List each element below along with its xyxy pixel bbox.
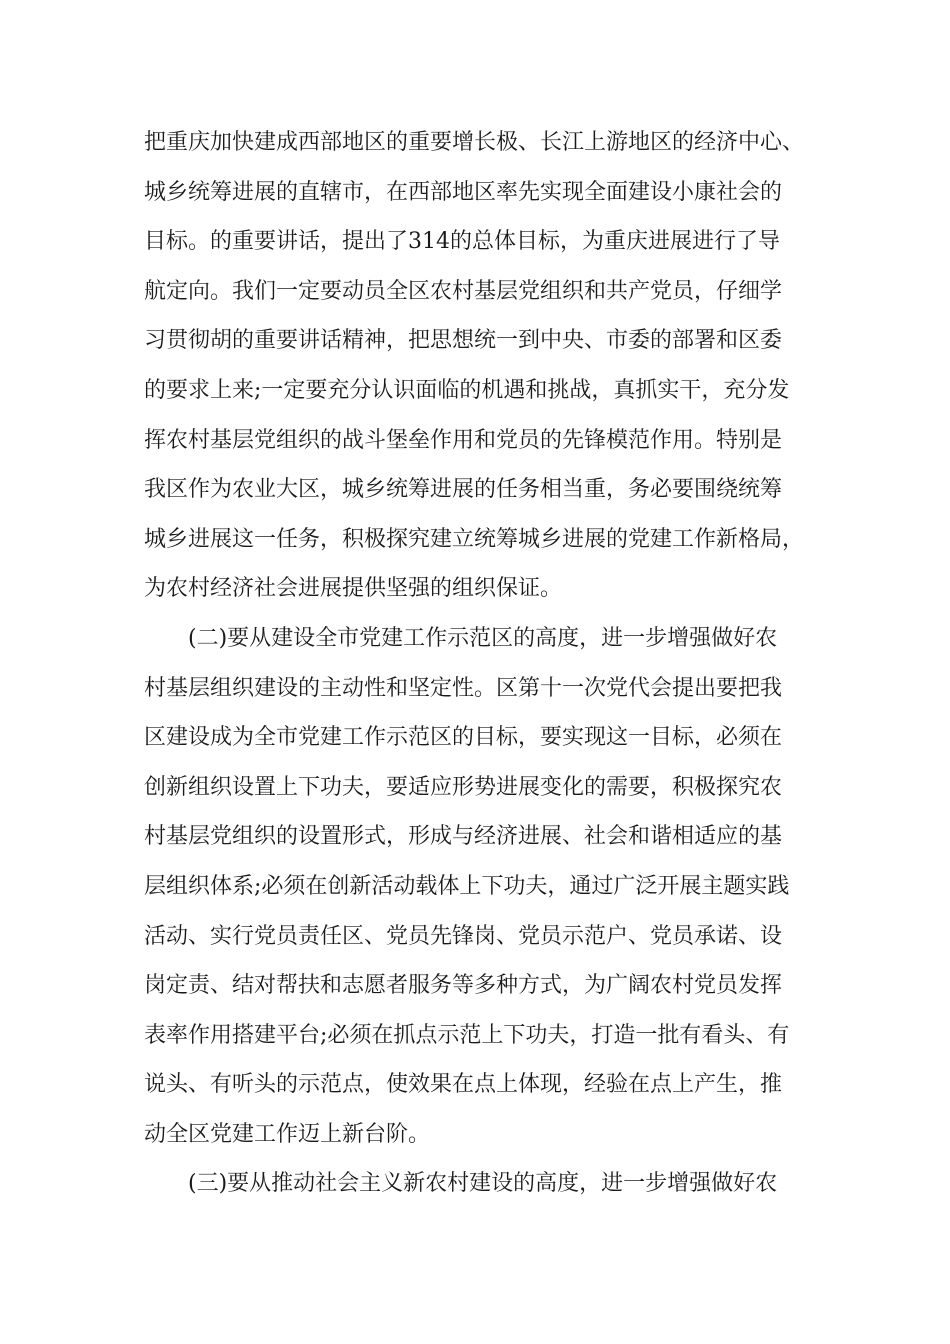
text-line: 村基层组织建设的主动性和坚定性。区第十一次党代会提出要把我	[144, 675, 783, 701]
text-line: 活动、实行党员责任区、党员先锋岗、党员示范户、党员承诺、设	[144, 923, 783, 949]
text-line: 区建设成为全市党建工作示范区的目标，要实现这一目标，必须在	[144, 725, 783, 751]
text-line: 城乡进展这一任务，积极探究建立统筹城乡进展的党建工作新格局，	[144, 526, 805, 552]
paragraph-3	[144, 1159, 814, 1209]
text-line: 城乡统筹进展的直辖市，在西部地区率先实现全面建设小康社会的	[144, 179, 783, 205]
paragraph-1	[144, 118, 814, 614]
text-line: 说头、有听头的示范点，使效果在点上体现，经验在点上产生，推	[144, 1072, 783, 1098]
text-line: 村基层党组织的设置形式，形成与经济进展、社会和谐相适应的基	[144, 824, 783, 850]
text-line: 创新组织设置上下功夫，要适应形势进展变化的需要，积极探究农	[144, 774, 783, 800]
text-line: 岗定责、结对帮扶和志愿者服务等多种方式，为广阔农村党员发挥	[144, 973, 783, 999]
text-line: 动全区党建工作迈上新台阶。	[144, 1121, 431, 1147]
text-line: 把重庆加快建成西部地区的重要增长极、长江上游地区的经济中心、	[144, 130, 805, 155]
text-line: 层组织体系;必须在创新活动载体上下功夫，通过广泛开展主题实践	[144, 873, 790, 899]
text-line: 挥农村基层党组织的战斗堡垒作用和党员的先锋模范作用。特别是	[144, 427, 783, 453]
text-line: 习贯彻胡的重要讲话精神，把思想统一到中央、市委的部署和区委	[144, 328, 783, 354]
text-line: 目标。的重要讲话，提出了314的总体目标，为重庆进展进行了导	[144, 229, 780, 255]
text-line: 为农村经济社会进展提供坚强的组织保证。	[144, 576, 563, 602]
text-line: 表率作用搭建平台;必须在抓点示范上下功夫，打造一批有看头、有	[144, 1022, 790, 1048]
text-line-indented: (二)要从建设全市党建工作示范区的高度，进一步增强做好农	[188, 625, 778, 651]
text-line: 的要求上来;一定要充分认识面临的机遇和挑战，真抓实干，充分发	[144, 377, 790, 403]
text-line: 航定向。我们一定要动员全区农村基层党组织和共产党员，仔细学	[144, 278, 783, 304]
document-body	[144, 118, 814, 1209]
paragraph-2	[144, 614, 814, 1160]
text-line: 我区作为农业大区，城乡统筹进展的任务相当重，务必要围绕统筹	[144, 477, 783, 503]
text-line-indented: (三)要从推动社会主义新农村建设的高度，进一步增强做好农	[188, 1171, 778, 1197]
